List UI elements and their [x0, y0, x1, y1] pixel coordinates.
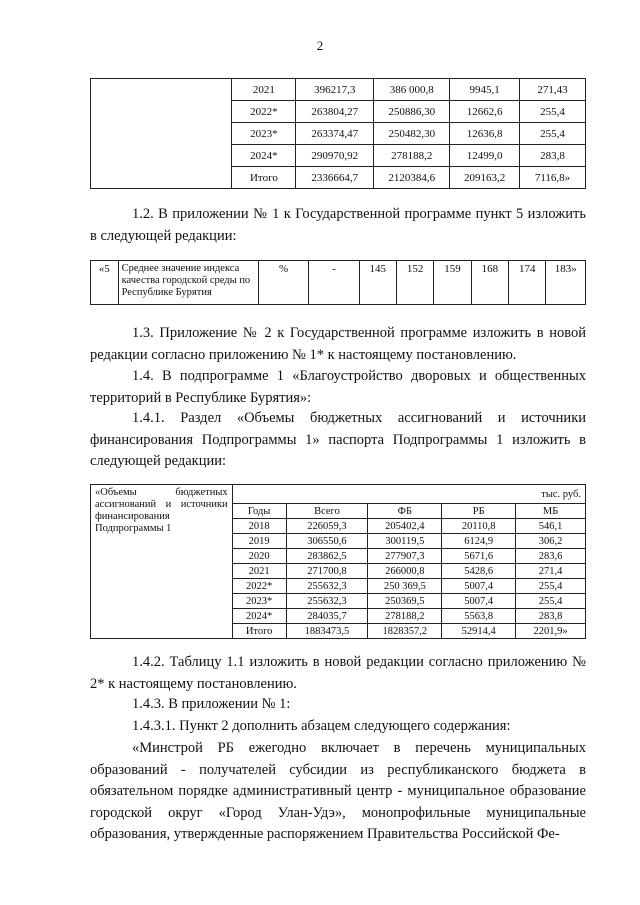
cell-mb: 2201,9»	[516, 624, 586, 639]
cell-mb: 546,1	[516, 519, 586, 534]
cell-value: 168	[471, 261, 508, 305]
paragraph-quote: «Минстрой РБ ежегодно включает в перечень муниципальных образований - получателей субсидии из республиканского бюджета в обязательном порядке административный центр - муниципальное образование городской округ «Город Улан-Удэ», монопрофильные муниципальные образования, утвержденные распоряжением Правительства Российской Фе-	[90, 740, 586, 842]
cell-rb: 5007,4	[442, 579, 516, 594]
cell-mb: 283,8	[516, 609, 586, 624]
cell-total: 290970,92	[296, 145, 374, 167]
cell-fb: 250482,30	[374, 123, 450, 145]
table-row	[91, 261, 586, 305]
cell-fb: 266000,8	[368, 564, 442, 579]
empty-label-cell	[91, 79, 232, 189]
paragraph-1-4: 1.4. В подпрограмме 1 «Благоустройство дворовых и общественных территорий в Республике Бурятия»:	[90, 368, 586, 406]
cell-mb: 271,4	[516, 564, 586, 579]
cell-base: -	[309, 261, 359, 305]
cell-mb: 255,4	[520, 123, 586, 145]
cell-rb: 52914,4	[442, 624, 516, 639]
cell-year: 2019	[232, 534, 286, 549]
cell-total: 2336664,7	[296, 167, 374, 189]
cell-total: 255632,3	[286, 594, 368, 609]
paragraph-1-4-3: 1.4.3. В приложении № 1:	[132, 696, 291, 712]
table-row	[91, 79, 586, 101]
cell-total: 271700,8	[286, 564, 368, 579]
cell-total: 263374,47	[296, 123, 374, 145]
unit-label: тыс. руб.	[232, 485, 585, 504]
cell-rb: 12636,8	[450, 123, 520, 145]
cell-fb: 386 000,8	[374, 79, 450, 101]
cell-fb: 277907,3	[368, 549, 442, 564]
cell-total: 396217,3	[296, 79, 374, 101]
paragraph-1-4-1: 1.4.1. Раздел «Объемы бюджетных ассигнований и источники финансирования Подпрограммы 1» паспорта Подпрограммы 1 изложить в следующей редакции:	[90, 410, 586, 469]
table-unit-row	[91, 485, 586, 504]
paragraph-1-3: 1.3. Приложение № 2 к Государственной программе изложить в новой редакции согласно приложению № 1* к настоящему постановлению.	[90, 325, 586, 363]
cell-total: 283862,5	[286, 549, 368, 564]
cell-total: 306550,6	[286, 534, 368, 549]
cell-value: 145	[359, 261, 396, 305]
cell-year: 2020	[232, 549, 286, 564]
cell-total: 284035,7	[286, 609, 368, 624]
cell-rb: 12662,6	[450, 101, 520, 123]
cell-rb: 5007,4	[442, 594, 516, 609]
paragraph-1-4-3-1: 1.4.3.1. Пункт 2 дополнить абзацем следующего содержания:	[132, 718, 511, 734]
cell-fb: 250886,30	[374, 101, 450, 123]
cell-rb: 12499,0	[450, 145, 520, 167]
cell-unit: %	[258, 261, 308, 305]
cell-fb: 278188,2	[368, 609, 442, 624]
cell-rb: 209163,2	[450, 167, 520, 189]
cell-year: 2022*	[232, 101, 296, 123]
page-number: 2	[316, 38, 324, 53]
cell-fb: 1828357,2	[368, 624, 442, 639]
cell-mb: 306,2	[516, 534, 586, 549]
indicator-table	[90, 260, 586, 305]
header-rb: РБ	[442, 504, 516, 519]
cell-fb: 2120384,6	[374, 167, 450, 189]
cell-mb: 7116,8»	[520, 167, 586, 189]
cell-total: 1883473,5	[286, 624, 368, 639]
funding-table-continuation	[90, 78, 586, 189]
cell-year: Итого	[232, 624, 286, 639]
cell-year: 2021	[232, 79, 296, 101]
cell-number: «5	[91, 261, 119, 305]
cell-total: 226059,3	[286, 519, 368, 534]
cell-year: 2022*	[232, 579, 286, 594]
cell-mb: 255,4	[520, 101, 586, 123]
cell-fb: 205402,4	[368, 519, 442, 534]
cell-year: 2024*	[232, 609, 286, 624]
cell-rb: 20110,8	[442, 519, 516, 534]
cell-mb: 271,43	[520, 79, 586, 101]
cell-year: 2023*	[232, 123, 296, 145]
header-mb: МБ	[516, 504, 586, 519]
cell-indicator-name: Среднее значение индекса качества городской среды по Республике Бурятия	[118, 261, 258, 305]
paragraph-1-4-2: 1.4.2. Таблицу 1.1 изложить в новой редакции согласно приложению № 2* к настоящему постановлению.	[90, 654, 586, 692]
cell-year: 2018	[232, 519, 286, 534]
cell-value: 152	[396, 261, 433, 305]
cell-fb: 278188,2	[374, 145, 450, 167]
cell-year: Итого	[232, 167, 296, 189]
cell-mb: 255,4	[516, 594, 586, 609]
cell-rb: 5428,6	[442, 564, 516, 579]
paragraph-1-2: 1.2. В приложении № 1 к Государственной программе пункт 5 изложить в следующей редакции:	[90, 206, 586, 244]
cell-mb: 283,6	[516, 549, 586, 564]
cell-fb: 250369,5	[368, 594, 442, 609]
cell-year: 2023*	[232, 594, 286, 609]
subprogram-funding-table	[90, 484, 586, 639]
header-total: Всего	[286, 504, 368, 519]
cell-rb: 5671,6	[442, 549, 516, 564]
cell-year: 2024*	[232, 145, 296, 167]
cell-total: 255632,3	[286, 579, 368, 594]
cell-value: 174	[509, 261, 546, 305]
cell-rb: 5563,8	[442, 609, 516, 624]
cell-rb: 9945,1	[450, 79, 520, 101]
header-years: Годы	[232, 504, 286, 519]
cell-fb: 250 369,5	[368, 579, 442, 594]
header-fb: ФБ	[368, 504, 442, 519]
cell-value: 159	[434, 261, 471, 305]
cell-value: 183»	[546, 261, 586, 305]
funding-label-cell: «Объемы бюджетных ассигнований и источники финансирования Подпрограммы 1	[91, 485, 233, 639]
cell-mb: 283,8	[520, 145, 586, 167]
cell-mb: 255,4	[516, 579, 586, 594]
cell-rb: 6124,9	[442, 534, 516, 549]
cell-fb: 300119,5	[368, 534, 442, 549]
cell-total: 263804,27	[296, 101, 374, 123]
cell-year: 2021	[232, 564, 286, 579]
